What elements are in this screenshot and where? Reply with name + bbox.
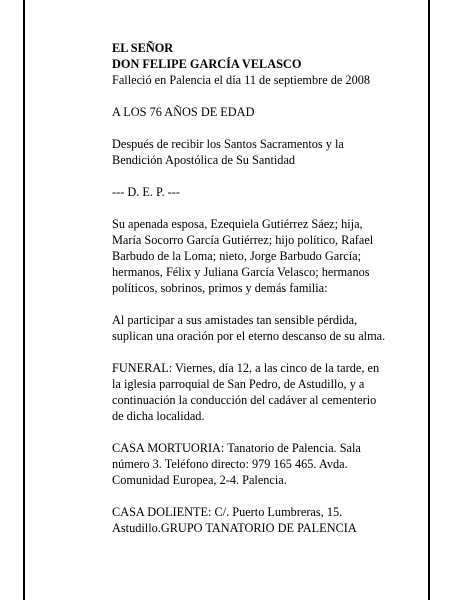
request-paragraph xyxy=(112,312,412,344)
age-line: A LOS 76 AÑOS DE EDAD xyxy=(112,105,255,119)
family-line: políticos, sobrinos, primos y demás familia: xyxy=(112,281,328,295)
sacraments-line: Bendición Apostólica de Su Santidad xyxy=(112,153,296,167)
funeral-line: la iglesia parroquial de San Pedro, de Astudillo, y a xyxy=(112,377,365,391)
sacraments-paragraph xyxy=(112,136,412,168)
obituary-text xyxy=(112,40,412,536)
family-line: Barbudo de la Loma; nieto, Jorge Barbudo García; xyxy=(112,249,362,263)
family-line: María Socorro García Gutiérrez; hijo político, Rafael xyxy=(112,233,374,247)
mortuary-line: CASA MORTUORIA: Tanatorio de Palencia. Sala xyxy=(112,441,361,455)
home-line: CASA DOLIENTE: C/. Puerto Lumbreras, 15. xyxy=(112,505,343,519)
family-line: Su apenada esposa, Ezequiela Gutiérrez Sáez; hija, xyxy=(112,217,363,231)
family-line: hermanos, Félix y Juliana García Velasco; hermanos xyxy=(112,265,370,279)
mortuary-line: número 3. Teléfono directo: 979 165 465. Avda. xyxy=(112,457,348,471)
home-paragraph xyxy=(112,504,412,536)
funeral-line: de dicha localidad. xyxy=(112,409,205,423)
funeral-line: FUNERAL: Viernes, día 12, a las cinco de la tarde, en xyxy=(112,361,380,375)
deceased-name: DON FELIPE GARCÍA VELASCO xyxy=(112,57,302,71)
sacraments-line: Después de recibir los Santos Sacramentos y la xyxy=(112,137,344,151)
mortuary-line: Comunidad Europea, 2-4. Palencia. xyxy=(112,473,287,487)
funeral-line: continuación la conducción del cadáver al cementerio xyxy=(112,393,377,407)
dep-line: --- D. E. P. --- xyxy=(112,185,180,199)
header-line-1: EL SEÑOR xyxy=(112,41,174,55)
death-notice: Falleció en Palencia el día 11 de septiembre de 2008 xyxy=(112,73,371,87)
family-paragraph xyxy=(112,216,412,296)
request-line: Al participar a sus amistades tan sensible pérdida, xyxy=(112,313,358,327)
home-line: Astudillo.GRUPO TANATORIO DE PALENCIA xyxy=(112,521,357,535)
request-line: suplican una oración por el eterno descanso de su alma. xyxy=(112,329,386,343)
funeral-paragraph xyxy=(112,360,412,424)
mortuary-paragraph xyxy=(112,440,412,488)
